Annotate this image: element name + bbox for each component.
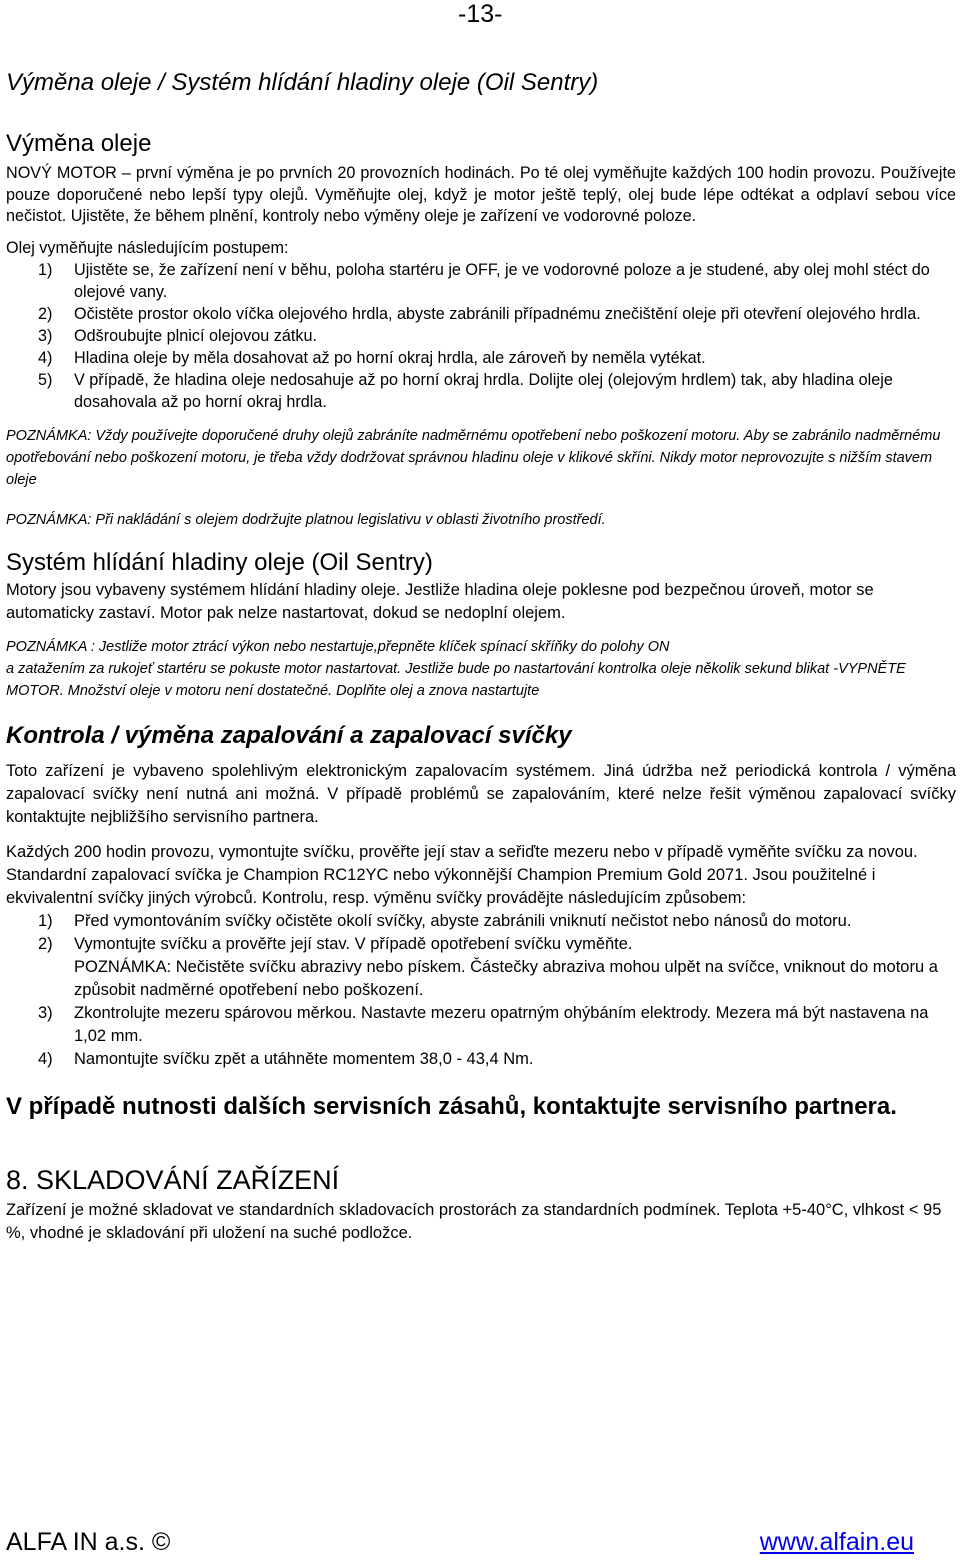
storage-section [6, 1163, 956, 1245]
list-item: 1) Ujistěte se, že zařízení není v běhu, poloha startéru je OFF, je ve vodorovné poloze a je studené, aby olej mohl stéct do olejové vany. [38, 261, 930, 301]
oil-sentry-note-line1: POZNÁMKA : Jestliže motor ztrácí výkon nebo nestartuje,přepněte klíček spínací skříňky do polohy ON [6, 639, 670, 655]
procedure-lead: Olej vyměňujte následujícím postupem: [6, 238, 289, 257]
ignition-paragraph-1: Toto zařízení je vybaveno spolehlivým elektronickým zapalovacím systémem. Jiná údržba než periodická kontrola / výměna zapalovací svíčky není nutná ani možná. V případě problémů se zapalováním, které nelze řešit výměnou zapalovací svíčky kontaktujte nejbližšího servisního partnera. [6, 762, 956, 826]
ignition-paragraph-2: Každých 200 hodin provozu, vymontujte svíčku, prověřte její stav a seřiďte mezeru nebo v případě vyměňte svíčku za novou. Standardní zapalovací svíčka je Champion RC12YC nebo výkonnější Champion Premium Gold 2071. Jsou použitelné i ekvivalentní svíčky jiných výrobců. Kontrolu, resp. výměnu svíčky provádějte následujícím způsobem: [6, 843, 918, 907]
oil-change-steps [6, 259, 956, 413]
list-item: 3) Zkontrolujte mezeru spárovou měrkou. Nastavte mezeru opatrným ohýbáním elektrody. Mezera má být nastavena na 1,02 mm. [38, 1004, 929, 1045]
list-item: 4) Namontujte svíčku zpět a utáhněte momentem 38,0 - 43,4 Nm. [38, 1050, 534, 1068]
service-partner-note: V případě nutnosti dalších servisních zásahů, kontaktujte servisního partnera. [6, 1093, 897, 1120]
spark-plug-steps [6, 910, 956, 1071]
page-title: Výměna oleje / Systém hlídání hladiny oleje (Oil Sentry) [6, 69, 599, 96]
ignition-heading: Kontrola / výměna zapalování a zapalovací svíčky [6, 722, 572, 749]
ignition-section [6, 720, 956, 1123]
oil-change-intro: NOVÝ MOTOR – první výměna je po prvních 20 provozních hodinách. Po té olej vyměňujte každých 100 hodin provozu. Používejte pouze doporučené nebo lepší typy olejů. Vyměňujte olej, když je motor ještě teplý, olej bude lépe odtékat a odplaví sebou více nečistot. Ujistěte, že během plnění, kontroly nebo výměny oleje je zařízení ve vodorovné poloze. [6, 164, 956, 225]
oil-note-2: POZNÁMKA: Při nakládání s olejem dodržujte platnou legislativu v oblasti životního prostředí. [6, 512, 606, 528]
storage-text: Zařízení je možné skladovat ve standardních skladovacích prostorách za standardních podmínek. Teplota +5-40°C, vlhkost < 95 %, vhodné je skladování při uložení na suché podložce. [6, 1201, 942, 1242]
list-item: 4) Hladina oleje by měla dosahovat až po horní okraj hrdla, ale zároveň by neměla vytékat. [38, 349, 706, 367]
spark-plug-note: POZNÁMKA: Nečistěte svíčku abrazivy nebo pískem. Částečky abraziva mohou ulpět na svíčce, vniknout do motoru a způsobit nadměrné opotřebení nebo poškození. [74, 958, 938, 999]
footer-company: ALFA IN a.s. © [6, 1528, 171, 1556]
list-item: 1) Před vymontováním svíčky očistěte okolí svíčky, abyste zabránili vniknutí nečistot nebo nánosů do motoru. [38, 912, 852, 930]
oil-sentry-note-line2: a zatažením za rukojeť startéru se pokuste motor nastartovat. Jestliže bude po nastartování kontrolka oleje několik sekund blikat -VYPNĚTE MOTOR. Množství oleje v motoru není dostatečné. Doplňte olej a znova nastartujte [6, 661, 906, 699]
document-body [6, 128, 956, 1245]
oil-sentry-heading: Systém hlídání hladiny oleje (Oil Sentry) [6, 549, 433, 576]
page-number: -13- [458, 0, 503, 28]
list-item: 2) Očistěte prostor okolo víčka olejového hrdla, abyste zabránili případnému znečištění oleje při otevření olejového hrdla. [38, 305, 921, 323]
list-item: 5) V případě, že hladina oleje nedosahuje až po horní okraj hrdla. Dolijte olej (olejovým hrdlem) tak, aby hladina oleje dosahovala až po horní okraj hrdla. [38, 371, 893, 411]
oil-change-section [6, 128, 956, 531]
footer-website-link[interactable]: www.alfain.eu [759, 1528, 914, 1556]
oil-sentry-text: Motory jsou vybaveny systémem hlídání hladiny oleje. Jestliže hladina oleje poklesne pod bezpečnou úroveň, motor se automaticky zastaví. Motor pak nelze nastartovat, dokud se nedoplní olejem. [6, 581, 874, 622]
oil-change-heading: Výměna oleje [6, 130, 152, 157]
oil-sentry-section [6, 547, 956, 702]
storage-heading: 8. SKLADOVÁNÍ ZAŘÍZENÍ [6, 1165, 340, 1195]
list-item: 2) Vymontujte svíčku a prověřte její stav. V případě opotřebení svíčku vyměňte. POZNÁMKA: Nečistěte svíčku abrazivy nebo pískem. Částečky abraziva mohou ulpět na svíčce, vniknout do motoru a způsobit nadměrné opotřebení nebo poškození. [38, 935, 938, 999]
oil-note-1: POZNÁMKA: Vždy používejte doporučené druhy olejů zabráníte nadměrnému opotřebení nebo poškození motoru. Aby se zabránilo nadměrnému opotřebování nebo poškození motoru, je třeba vždy dodržovat správnou hladinu oleje v klikové skříni. Nikdy motor neprovozujte s nižším stavem oleje [6, 428, 941, 488]
list-item: 3) Odšroubujte plnicí olejovou zátku. [38, 327, 317, 345]
